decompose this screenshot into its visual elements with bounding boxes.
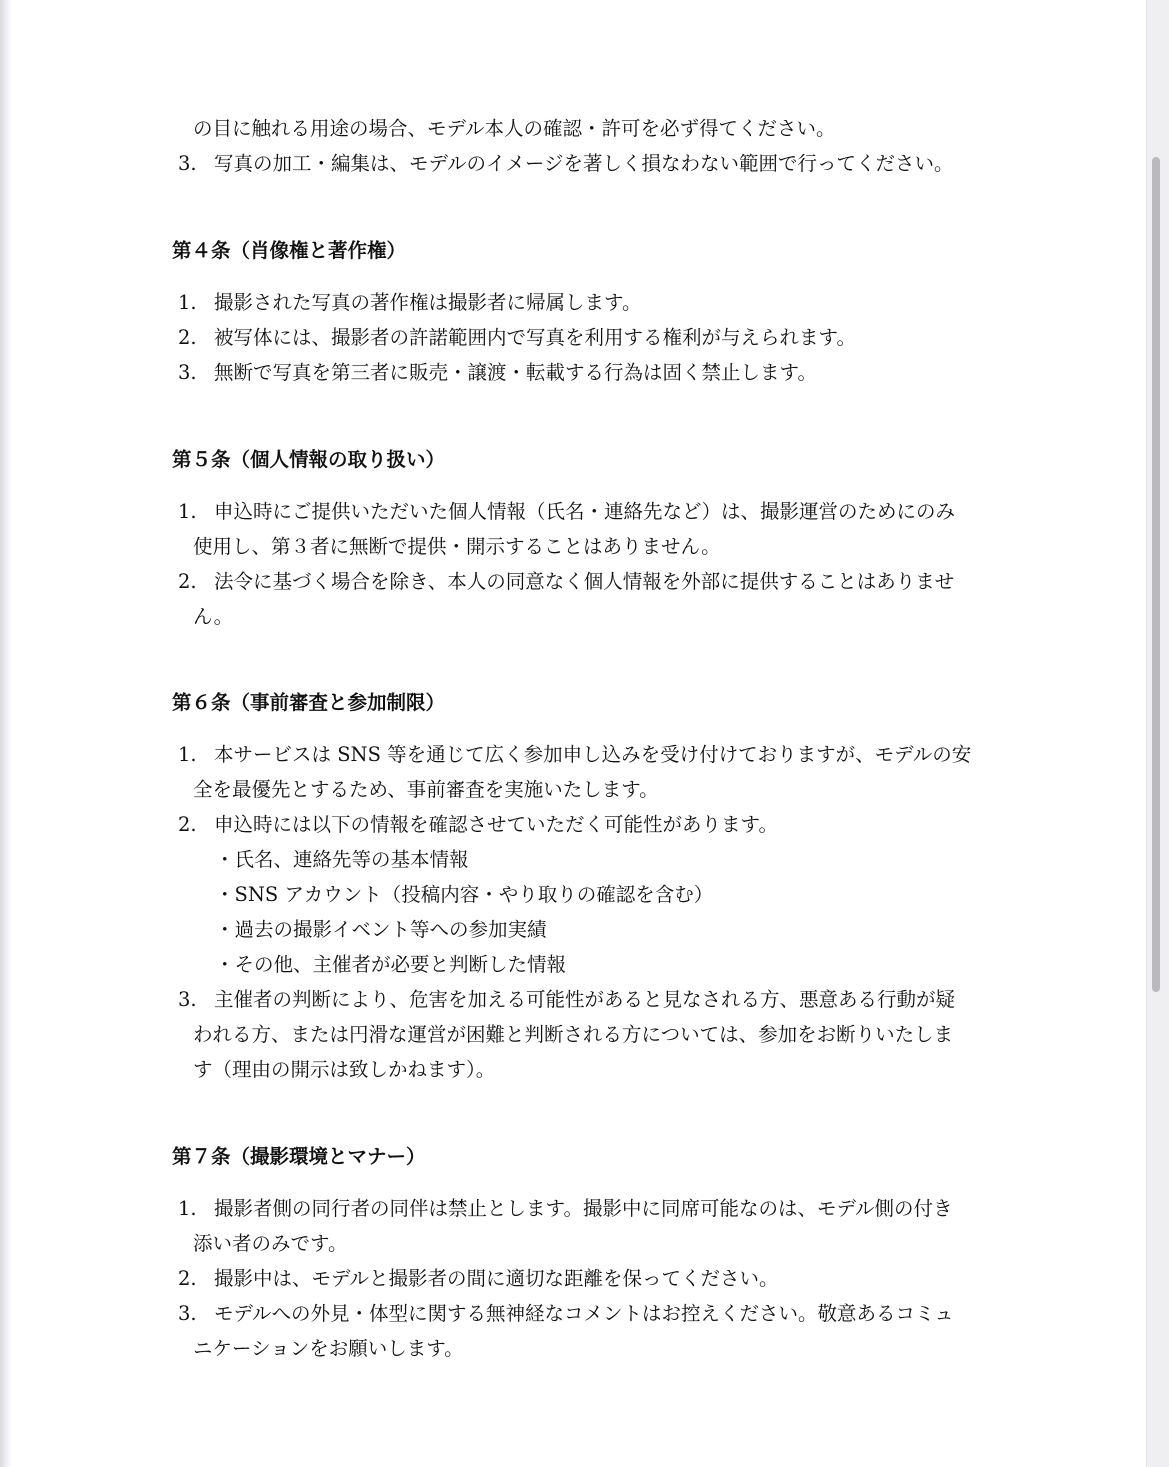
list-item (172, 983, 955, 1017)
list-text: モデルへの外見・体型に関する無神経なコメントはお控えください。敬意あるコミュ (214, 1302, 954, 1325)
text-line: の目に触れる用途の場合、モデル本人の確認・許可を必ず得てください。 (193, 117, 836, 140)
bullet-item: ・過去の撮影イベント等への参加実績 (215, 918, 547, 941)
list-item (172, 495, 955, 529)
list-text: 撮影者側の同行者の同伴は禁止とします。撮影中に同席可能なのは、モデル側の付き (214, 1197, 953, 1220)
list-number: 3. (178, 361, 197, 384)
list-number: 2. (178, 570, 197, 593)
list-text: 写真の加工・編集は、モデルのイメージを著しく損なわない範囲で行ってください。 (214, 152, 954, 175)
list-text: 申込時には以下の情報を確認させていただく可能性があります。 (214, 813, 778, 836)
list-number: 3. (178, 988, 197, 1011)
list-number: 1. (178, 1197, 197, 1220)
text-line: 全を最優先とするため、事前審査を実施いたします。 (193, 778, 659, 801)
list-number: 1. (178, 743, 197, 766)
text-line: ん。 (193, 605, 234, 628)
bullet-item: ・その他、主催者が必要と判断した情報 (215, 953, 567, 976)
list-text: 無断で写真を第三者に販売・譲渡・転載する行為は固く禁止します。 (214, 361, 817, 384)
list-item (172, 565, 954, 599)
list-item (172, 147, 953, 181)
list-number: 2. (178, 1267, 197, 1290)
list-text: 本サービスは SNS 等を通じて広く参加申し込みを受け付けておりますが、モデルの安 (214, 743, 972, 766)
list-number: 1. (178, 500, 197, 523)
text-line: 使用し、第３者に無断で提供・開示することはありません。 (193, 535, 721, 558)
article-6-heading: 第６条（事前審査と参加制限） (172, 691, 446, 714)
list-number: 2. (178, 813, 197, 836)
list-number: 3. (178, 152, 197, 175)
article-5-heading: 第５条（個人情報の取り扱い） (172, 448, 446, 471)
list-item (172, 356, 817, 390)
list-text: 申込時にご提供いただいた個人情報（氏名・連絡先など）は、撮影運営のためにのみ (214, 500, 956, 523)
list-text: 撮影中は、モデルと撮影者の間に適切な距離を保ってください。 (214, 1267, 779, 1290)
scrollbar-thumb[interactable] (1152, 157, 1160, 992)
left-page-edge (0, 0, 12, 1467)
text-line: われる方、または円滑な運営が困難と判断される方については、参加をお断りいたしま (193, 1023, 954, 1046)
list-item (172, 1192, 952, 1226)
list-text: 主催者の判断により、危害を加える可能性があると見なされる方、悪意ある行動が疑 (214, 988, 956, 1011)
bullet-item: ・SNS アカウント（投稿内容・やり取りの確認を含む） (215, 883, 714, 906)
list-item (172, 738, 971, 772)
list-text: 撮影された写真の著作権は撮影者に帰属します。 (214, 291, 642, 314)
list-item (172, 286, 641, 320)
text-line: ニケーションをお願いします。 (193, 1337, 464, 1360)
list-text: 被写体には、撮影者の許諾範囲内で写真を利用する権利が与えられます。 (214, 326, 856, 349)
list-item (172, 1297, 954, 1331)
list-number: 2. (178, 326, 197, 349)
article-4-heading: 第４条（肖像権と著作権） (172, 239, 407, 262)
list-item (172, 321, 856, 355)
bullet-item: ・氏名、連絡先等の基本情報 (215, 848, 469, 871)
text-line: す（理由の開示は致しかねます）。 (193, 1058, 496, 1081)
list-number: 3. (178, 1302, 197, 1325)
list-item (172, 1262, 779, 1296)
text-line: 添い者のみです。 (193, 1232, 348, 1255)
list-text: 法令に基づく場合を除き、本人の同意なく個人情報を外部に提供することはありませ (214, 570, 955, 593)
list-number: 1. (178, 291, 197, 314)
article-7-heading: 第７条（撮影環境とマナー） (172, 1145, 426, 1168)
list-item (172, 808, 778, 842)
